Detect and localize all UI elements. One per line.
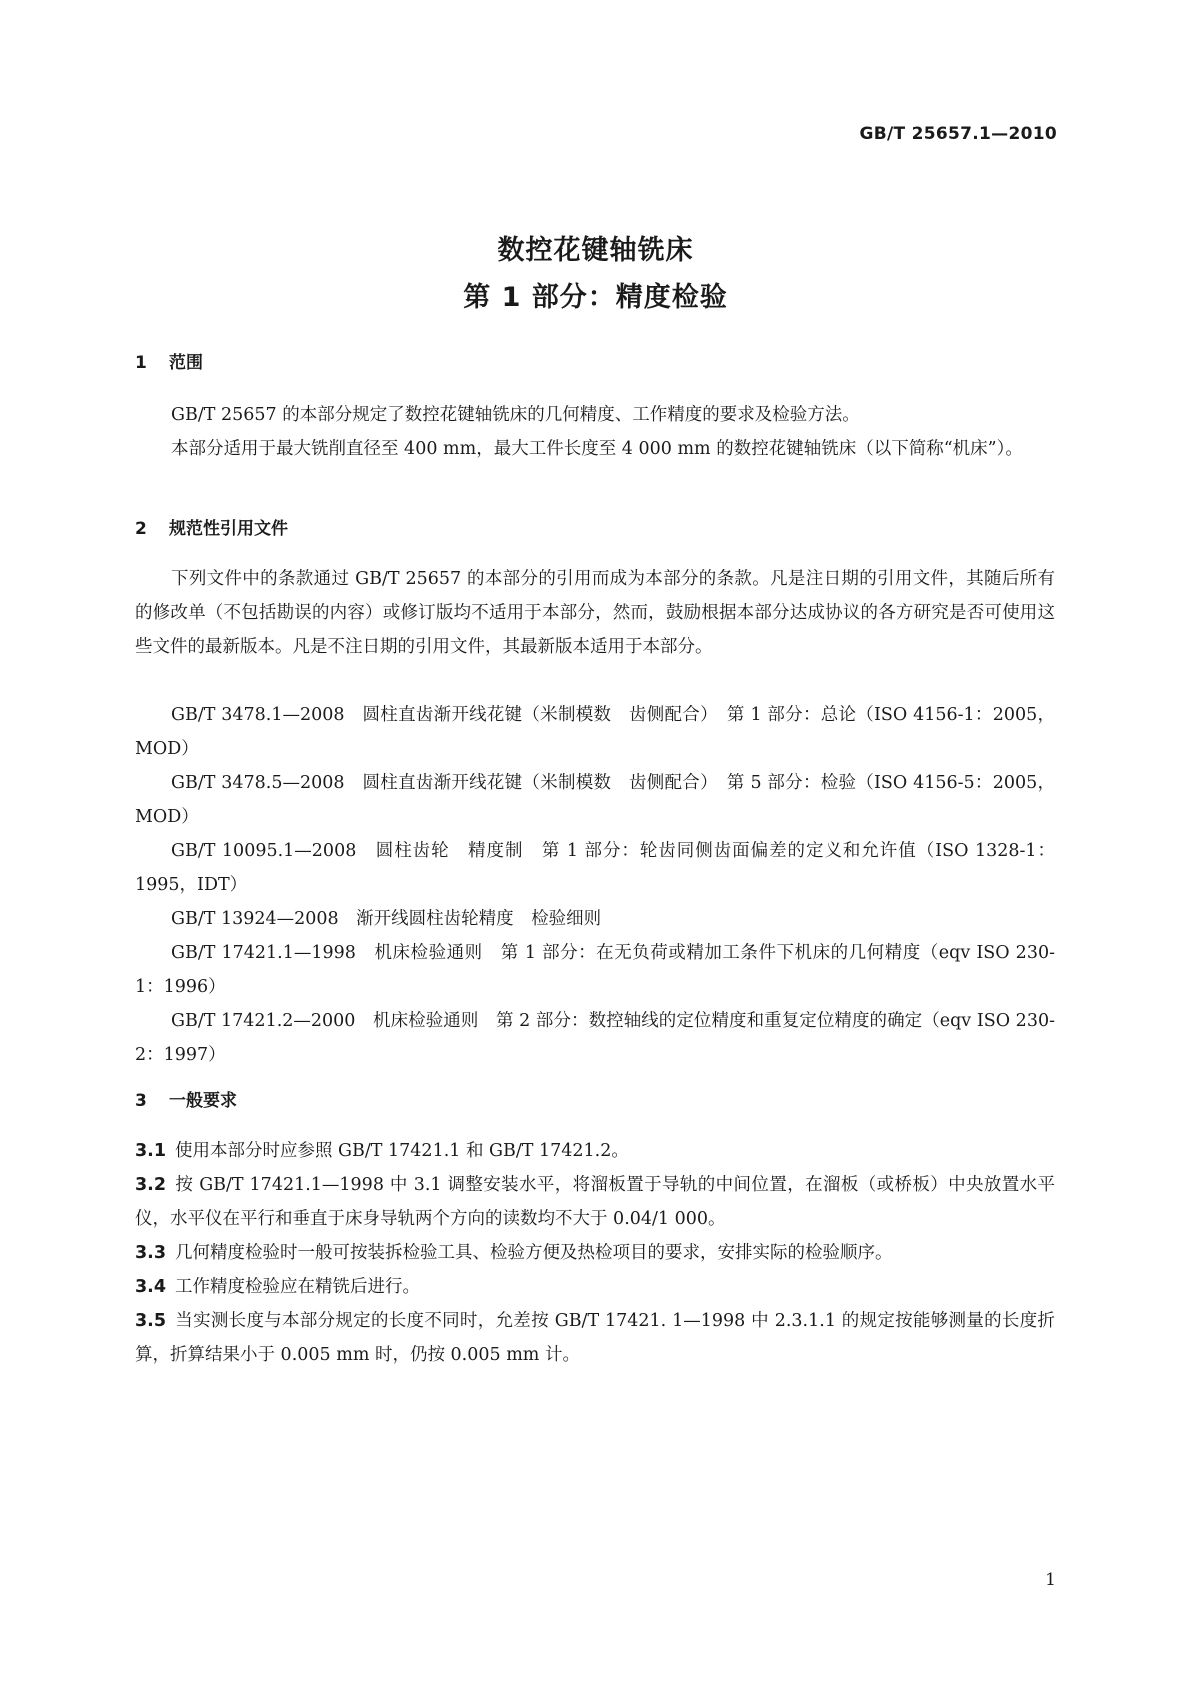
clause-text: 工作精度检验应在精铣后进行。 [175,1277,420,1297]
reference-item: GB/T 13924—2008 渐开线圆柱齿轮精度 检验细则 [171,909,602,929]
clause-text: 使用本部分时应参照 GB/T 17421.1 和 GB/T 17421.2。 [175,1141,629,1161]
clause [135,1236,1055,1270]
clause-text: 按 GB/T 17421.1—1998 中 3.1 调整安装水平，将溜板置于导轨的中间位置，在溜板（或桥板）中央放置水平仪，水平仪在平行和垂直于床身导轨两个方向的读数均不大于 0.04/1 000。 [135,1175,1055,1229]
clause-number: 3.3 [135,1243,167,1263]
reference-item: GB/T 17421.1—1998 机床检验通则 第 1 部分：在无负荷或精加工条件下机床的几何精度（eqv ISO 230-1：1996） [135,943,1055,997]
section-title: 范围 [169,353,203,373]
section-title: 规范性引用文件 [169,519,288,539]
clause [135,1270,1055,1304]
clause-number: 3.2 [135,1175,167,1195]
section-number: 2 [135,519,147,539]
section-heading-scope [135,348,203,373]
standard-code: GB/T 25657.1—2010 [859,124,1057,144]
section-title: 一般要求 [169,1091,237,1111]
page-number: 1 [1045,1570,1056,1590]
reference-item: GB/T 3478.1—2008 圆柱直齿渐开线花键（米制模数 齿侧配合） 第 1 部分：总论（ISO 4156-1：2005，MOD） [135,705,1055,759]
reference-item: GB/T 10095.1—2008 圆柱齿轮 精度制 第 1 部分：轮齿同侧齿面偏差的定义和允许值（ISO 1328-1：1995，IDT） [135,841,1055,895]
reference-item: GB/T 17421.2—2000 机床检验通则 第 2 部分：数控轴线的定位精度和重复定位精度的确定（eqv ISO 230-2：1997） [135,1011,1055,1065]
document-title: 数控花键轴铣床 [497,235,694,266]
paragraph: GB/T 25657 的本部分规定了数控花键轴铣床的几何精度、工作精度的要求及检验方法。 [171,405,860,425]
clause-number: 3.4 [135,1277,167,1297]
paragraph: 本部分适用于最大铣削直径至 400 mm，最大工件长度至 4 000 mm 的数控花键轴铣床（以下简称“机床”）。 [171,439,1023,459]
section-number: 3 [135,1091,147,1111]
section-heading-normative-references [135,514,288,539]
clause [135,1168,1055,1236]
clause-number: 3.5 [135,1311,167,1331]
document-subtitle: 第 1 部分：精度检验 [463,282,728,313]
paragraph: 下列文件中的条款通过 GB/T 25657 的本部分的引用而成为本部分的条款。凡是注日期的引用文件，其随后所有的修改单（不包括勘误的内容）或修订版均不适用于本部分，然而，鼓励根据本部分达成协议的各方研究是否可使用这些文件的最新版本。凡是不注日期的引用文件，其最新版本适用于本部分。 [135,569,1055,657]
section-number: 1 [135,353,147,373]
clause [135,1304,1055,1372]
clause-text: 当实测长度与本部分规定的长度不同时，允差按 GB/T 17421. 1—1998 中 2.3.1.1 的规定按能够测量的长度折算，折算结果小于 0.005 mm 时，仍按 0.005 mm 计。 [135,1311,1055,1365]
clause-text: 几何精度检验时一般可按装拆检验工具、检验方便及热检项目的要求，安排实际的检验顺序。 [175,1243,893,1263]
clause-number: 3.1 [135,1141,167,1161]
reference-item: GB/T 3478.5—2008 圆柱直齿渐开线花键（米制模数 齿侧配合） 第 5 部分：检验（ISO 4156-5：2005，MOD） [135,773,1055,827]
section-heading-general-requirements [135,1086,237,1111]
clause [135,1134,1055,1168]
